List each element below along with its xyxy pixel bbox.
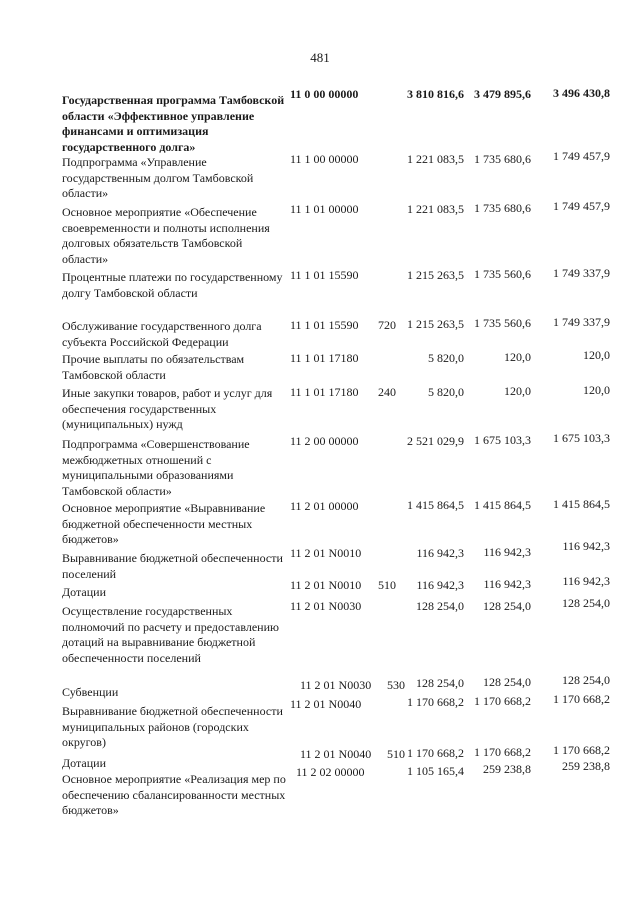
row-name: Иные закупки товаров, работ и услуг для обеспечения государственных (муниципальных) нужд xyxy=(62,386,273,431)
row-name: Дотации xyxy=(62,585,107,599)
row-name: Прочие выплаты по обязательствам Тамбовской области xyxy=(62,352,245,382)
row-expense-type: 240 xyxy=(378,385,396,399)
row-code: 11 2 01 N0040 xyxy=(300,747,372,761)
row-value-2: 120,0 xyxy=(504,350,531,364)
row-code: 11 1 01 15590 xyxy=(290,268,359,282)
row-value-2: 1 170 668,2 xyxy=(474,694,531,708)
row-code: 11 0 00 00000 xyxy=(290,87,359,101)
row-value-2: 116 942,3 xyxy=(483,545,531,559)
row-value-3: 120,0 xyxy=(583,383,610,397)
row-value-1: 5 820,0 xyxy=(428,385,464,399)
row-name: Государственная программа Тамбовской области «Эффективное управление финансами и оптимизация государственного долга» xyxy=(62,93,285,154)
row-value-1: 128 254,0 xyxy=(416,599,464,613)
row-name: Осуществление государственных полномочий по расчету и предоставлению дотаций на выравнивание бюджетной обеспеченности поселений xyxy=(62,604,279,665)
row-value-3: 259 238,8 xyxy=(562,759,610,773)
row-expense-type: 510 xyxy=(387,747,405,761)
row-name: Основное мероприятие «Обеспечение своевременности и полноты исполнения долговых обязательств Тамбовской области» xyxy=(62,205,270,266)
row-value-1: 2 521 029,9 xyxy=(407,434,464,448)
row-name: Процентные платежи по государственному долгу Тамбовской области xyxy=(62,270,283,300)
row-value-3: 1 749 457,9 xyxy=(553,149,610,163)
row-code: 11 2 00 00000 xyxy=(290,434,359,448)
row-code: 11 2 01 N0030 xyxy=(290,599,362,613)
row-name: Дотации xyxy=(62,756,107,770)
row-value-3: 1 415 864,5 xyxy=(553,497,610,511)
row-name: Основное мероприятие «Выравнивание бюджетной обеспеченности местных бюджетов» xyxy=(62,501,266,546)
row-name: Субвенции xyxy=(62,685,119,699)
row-value-1: 1 221 083,5 xyxy=(407,152,464,166)
row-value-2: 128 254,0 xyxy=(483,675,531,689)
row-value-3: 116 942,3 xyxy=(562,574,610,588)
row-name: Подпрограмма «Совершенствование межбюджетных отношений с муниципальными образованиями Тамбовской области» xyxy=(62,437,250,498)
row-expense-type: 720 xyxy=(378,318,396,332)
row-value-3: 128 254,0 xyxy=(562,673,610,687)
row-value-3: 116 942,3 xyxy=(562,539,610,553)
row-name: Выравнивание бюджетной обеспеченности поселений xyxy=(62,551,283,581)
row-code: 11 2 01 N0030 xyxy=(300,678,372,692)
row-value-2: 1 675 103,3 xyxy=(474,433,531,447)
row-value-2: 1 415 864,5 xyxy=(474,498,531,512)
row-value-1: 128 254,0 xyxy=(416,676,464,690)
row-value-3: 1 749 457,9 xyxy=(553,199,610,213)
row-value-1: 1 215 263,5 xyxy=(407,268,464,282)
row-value-3: 1 749 337,9 xyxy=(553,315,610,329)
row-value-1: 1 105 165,4 xyxy=(407,764,464,778)
row-value-2: 1 735 680,6 xyxy=(474,201,531,215)
row-code: 11 1 01 17180 xyxy=(290,385,359,399)
row-value-2: 128 254,0 xyxy=(483,599,531,613)
row-code: 11 2 01 00000 xyxy=(290,499,359,513)
row-value-1: 1 415 864,5 xyxy=(407,498,464,512)
row-value-3: 1 749 337,9 xyxy=(553,266,610,280)
row-value-1: 1 170 668,2 xyxy=(407,746,464,760)
row-name: Обслуживание государственного долга субъекта Российской Федерации xyxy=(62,319,262,349)
row-code: 11 2 01 N0010 xyxy=(290,546,362,560)
row-value-1: 1 215 263,5 xyxy=(407,317,464,331)
row-code: 11 1 01 15590 xyxy=(290,318,359,332)
row-code: 11 1 01 00000 xyxy=(290,202,359,216)
page-number: 481 xyxy=(310,50,330,65)
row-value-3: 1 170 668,2 xyxy=(553,743,610,757)
row-value-1: 1 221 083,5 xyxy=(407,202,464,216)
row-value-3: 3 496 430,8 xyxy=(553,86,610,100)
row-value-1: 5 820,0 xyxy=(428,351,464,365)
row-value-1: 116 942,3 xyxy=(416,546,464,560)
row-value-1: 116 942,3 xyxy=(416,578,464,592)
row-value-3: 128 254,0 xyxy=(562,596,610,610)
row-code: 11 2 01 N0010 xyxy=(290,578,362,592)
row-expense-type: 510 xyxy=(378,578,396,592)
row-expense-type: 530 xyxy=(387,678,405,692)
row-value-2: 1 170 668,2 xyxy=(474,745,531,759)
row-value-2: 1 735 560,6 xyxy=(474,316,531,330)
row-value-3: 120,0 xyxy=(583,348,610,362)
row-value-2: 1 735 560,6 xyxy=(474,267,531,281)
row-value-2: 259 238,8 xyxy=(483,762,531,776)
row-value-2: 1 735 680,6 xyxy=(474,152,531,166)
row-value-2: 3 479 895,6 xyxy=(474,87,531,101)
row-value-1: 3 810 816,6 xyxy=(407,87,464,101)
row-code: 11 1 00 00000 xyxy=(290,152,359,166)
row-value-2: 116 942,3 xyxy=(483,577,531,591)
row-value-3: 1 675 103,3 xyxy=(553,431,610,445)
row-value-1: 1 170 668,2 xyxy=(407,695,464,709)
row-value-2: 120,0 xyxy=(504,384,531,398)
row-value-3: 1 170 668,2 xyxy=(553,692,610,706)
row-name: Выравнивание бюджетной обеспеченности муниципальных районов (городских округов) xyxy=(62,704,283,749)
row-name: Основное мероприятие «Реализация мер по обеспечению сбалансированности местных бюджетов» xyxy=(62,772,286,817)
row-name: Подпрограмма «Управление государственным долгом Тамбовской области» xyxy=(62,155,254,200)
row-code: 11 2 02 00000 xyxy=(296,765,365,779)
row-code: 11 1 01 17180 xyxy=(290,351,359,365)
row-code: 11 2 01 N0040 xyxy=(290,697,362,711)
